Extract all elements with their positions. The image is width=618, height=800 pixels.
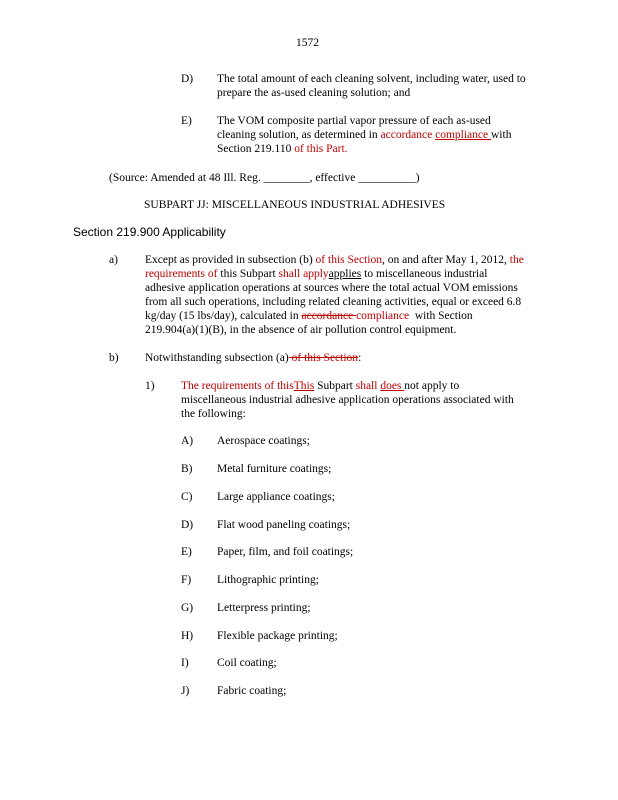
list-item: Lithographic printing;	[217, 574, 319, 586]
text: Subpart	[314, 380, 356, 392]
inserted-text: requirements of	[145, 268, 221, 280]
item-e-line-2	[217, 129, 511, 143]
inserted-text: compliance	[356, 310, 410, 322]
item-d-line-2: prepare the as-used cleaning solution; and	[217, 87, 411, 99]
list-label: J)	[181, 685, 190, 697]
para-a-line-5	[145, 310, 473, 324]
list-item: Metal furniture coatings;	[217, 463, 332, 475]
para-a-label: a)	[109, 254, 118, 266]
para-a-line-3: adhesive application operations at sources where the total actual VOM emissions	[145, 282, 518, 294]
list-label: H)	[181, 630, 194, 642]
sub-1-label: 1)	[145, 380, 155, 392]
inserted-text: shall apply	[278, 268, 329, 280]
para-b-label: b)	[109, 352, 119, 364]
para-a-line-4: from all such operations, including related cleaning activities, equal or exceed 6.8	[145, 296, 522, 308]
text: with	[491, 129, 512, 141]
inserted-text: of this Part.	[294, 143, 348, 155]
text: to miscellaneous industrial	[361, 268, 488, 280]
para-b-text	[145, 352, 361, 366]
source-note: (Source: Amended at 48 Ill. Reg. ________, effective __________)	[109, 172, 420, 184]
inserted-text: the	[509, 254, 524, 266]
list-label: I)	[181, 657, 189, 669]
item-e-line-1: The VOM composite partial vapor pressure of each as-used	[217, 115, 491, 127]
item-e-line-3	[217, 143, 348, 157]
list-item: Large appliance coatings;	[217, 491, 335, 503]
deleted-text: of this Section	[288, 352, 359, 364]
inserted-text: does	[380, 380, 405, 392]
text: with Section	[409, 310, 473, 322]
sub-1-line-2: miscellaneous industrial adhesive application operations associated with	[181, 394, 514, 406]
para-a-line-6: 219.904(a)(1)(B), in the absence of air pollution control equipment.	[145, 324, 457, 336]
underlined-text: compliance	[435, 129, 491, 141]
item-d-line-1: The total amount of each cleaning solvent, including water, used to	[217, 73, 526, 85]
list-label: A)	[181, 435, 194, 447]
list-item: Flat wood paneling coatings;	[217, 519, 351, 531]
list-item: Letterpress printing;	[217, 602, 311, 614]
text: :	[358, 352, 362, 364]
list-item: Flexible package printing;	[217, 630, 338, 642]
list-label: B)	[181, 463, 193, 475]
list-label: E)	[181, 546, 192, 558]
para-a-line-2	[145, 268, 487, 282]
sub-1-line-3: the following:	[181, 408, 246, 420]
list-label: D)	[181, 519, 194, 531]
text: Section 219.110	[217, 143, 295, 155]
text: , on and after May 1, 2012,	[382, 254, 510, 266]
text: Notwithstanding subsection (a)	[145, 352, 289, 364]
text: this Subpart	[220, 268, 279, 280]
list-label: F)	[181, 574, 192, 586]
list-label: C)	[181, 491, 193, 503]
para-a-line-1	[145, 254, 524, 268]
subpart-title: SUBPART JJ: MISCELLANEOUS INDUSTRIAL ADHESIVES	[144, 199, 446, 211]
inserted-text: This	[293, 380, 315, 392]
underlined-text: applies	[328, 268, 362, 280]
text: not apply to	[404, 380, 460, 392]
list-item: Aerospace coatings;	[217, 435, 310, 447]
inserted-text: accordance	[380, 129, 433, 141]
text: Except as provided in subsection (b)	[145, 254, 316, 266]
item-label-e: E)	[181, 115, 192, 127]
sub-1-line-1	[181, 380, 459, 394]
section-heading: Section 219.900 Applicability	[73, 225, 226, 239]
deleted-text: The requirements of this	[181, 380, 294, 392]
list-label: G)	[181, 602, 194, 614]
deleted-text: shall	[355, 380, 381, 392]
text: kg/day (15 lbs/day), calculated in	[145, 310, 302, 322]
list-item: Fabric coating;	[217, 685, 287, 697]
inserted-text: of this Section	[315, 254, 382, 266]
list-item: Paper, film, and foil coatings;	[217, 546, 354, 558]
item-label-d: D)	[181, 73, 194, 85]
text: cleaning solution, as determined in	[217, 129, 381, 141]
deleted-text: accordance	[301, 310, 357, 322]
page-number: 1572	[296, 37, 319, 49]
list-item: Coil coating;	[217, 657, 277, 669]
